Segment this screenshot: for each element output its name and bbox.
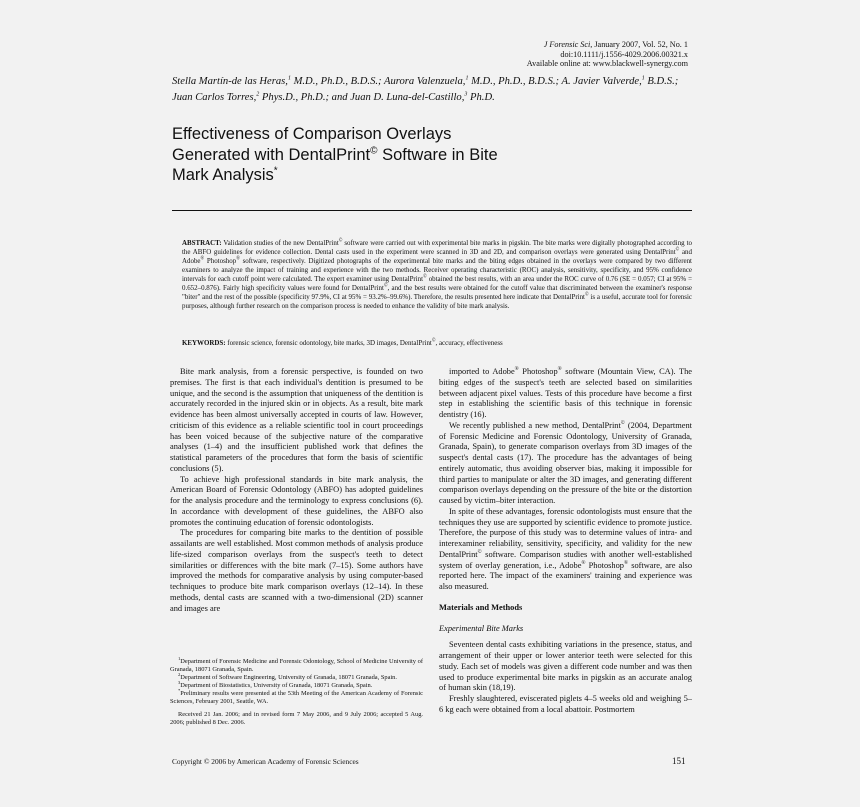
author-2-degrees: M.D., Ph.D., B.D.S.;	[468, 76, 562, 87]
abstract-text-1: Validation studies of the new DentalPrint	[221, 239, 339, 247]
text-span: (2004, Department of Forensic Medicine and Forensic Odontology, University of Granada, Granada, Spain), to generate comparison overlays from 3D images of the suspect's dental casts (17). The procedure has the advantages of being entirely automatic, thus avoiding observer bias, making it impossible for third parties to manipulate or alter the 3D images, and generating different comparison overlays depending on the pressure of the bite or the distortion caused by victim–biter interaction.	[439, 420, 693, 505]
abstract	[182, 239, 692, 311]
author-4: Juan Carlos Torres,	[172, 92, 257, 103]
paragraph	[439, 421, 692, 507]
footnote-text: Preliminary results were presented at the 53th Meeting of the American Academy of Forensic Sciences, February 2001, Seattle, WA.	[170, 690, 423, 706]
copyright-mark: ©	[423, 274, 427, 280]
footnote-mark: 2	[178, 672, 181, 678]
paragraph: To achieve high professional standards in bite mark analysis, the American Board of Forensic Odontology (ABFO) has adopted guidelines for the analysis procedure and the terminology to express conclusions (6). In accordance with development of these guidelines, the ABFO also promotes the continuing education of forensic odontologists.	[170, 474, 423, 527]
abstract-text-7: , and the best results were obtained for the cutoff value that discriminated between the examiner's response "biter" and the rest of the possible (specificity 97.9%, CI at 95% = 93.2%–99.6%). Therefore, the results presented here indicate that DentalPrint	[182, 283, 692, 301]
registered-mark: ®	[557, 366, 562, 373]
journal-doi[interactable]: doi:10.1111/j.1556-4029.2006.00321.x	[560, 49, 688, 59]
author-3-degrees: B.D.S.;	[644, 76, 679, 87]
title-footnote-mark: *	[273, 165, 278, 177]
paragraph: Seventeen dental casts exhibiting variations in the presence, status, and arrangement of their upper or lower anterior teeth were selected for this study. Each set of models was given a different code number and was then used to produce experimental bite marks in pigskin as an accurate analog of human skin (18,19).	[439, 640, 692, 693]
registered-mark: ®	[624, 559, 629, 566]
text-span: Photoshop	[518, 367, 558, 376]
footnote-text: Department of Biostatistics, University of Granada, 18071 Granada, Spain.	[180, 682, 373, 690]
author-5: Juan D. Luna-del-Castillo,	[350, 92, 465, 103]
text-span: Photoshop	[585, 560, 624, 570]
author-3-affiliation: 1	[641, 75, 645, 82]
paragraph: Freshly slaughtered, eviscerated piglets 4–5 weeks old and weighing 5–6 kg each were obtained from a local abattoir. Postmortem	[439, 694, 692, 714]
abstract-text-5: software, respectively. Digitized photographs of the experimental bite marks and the biting edges obtained in the overlays were compared by two different examiners to analyze the impact of training and experience with the two methods. Receiver operating characteristic (ROC) analysis, sensitivity, specificity, and 95% confidence intervals for each cutoff point were calculated. The expert examiner using DentalPrint	[182, 256, 692, 283]
text-span: imported to Adobe	[449, 367, 515, 376]
title-line-3: Mark Analysis	[172, 166, 274, 184]
abstract-text-4: Photoshop	[204, 256, 237, 265]
author-list	[172, 74, 692, 106]
abstract-text-8: is a useful, accurate tool for forensic purposes, although further research on the comparison process is needed to enhance the validity of bite mark analysis.	[182, 292, 692, 310]
keywords-text-2: , accuracy, effectiveness	[435, 339, 503, 347]
abstract-text-2: software were carried out with experimental bite marks in pigskin. The bite marks were digitally photographed according to the ABFO guidelines for evidence collection. Dental casts used in the experiment were scanned in 3D and 2D, and comparison overlays were generated using DentalPrint	[182, 239, 692, 256]
journal-online-link[interactable]: Available online at: www.blackwell-synergy.com	[526, 59, 688, 69]
journal-name: J Forensic Sci	[543, 40, 591, 49]
title-divider	[172, 210, 692, 211]
journal-issue: , January 2007, Vol. 52, No. 1	[590, 40, 688, 49]
footnote-text: Department of Software Engineering, University of Granada, 18071 Granada, Spain.	[180, 674, 397, 682]
footnotes	[170, 655, 423, 727]
journal-citation	[388, 40, 688, 50]
title-line-1: Effectiveness of Comparison Overlays	[172, 125, 452, 143]
text-span: We recently published a new method, DentalPrint	[449, 420, 621, 430]
copyright-mark: ©	[675, 247, 680, 253]
footnote-4	[170, 690, 423, 706]
journal-header	[388, 40, 688, 69]
copyright-mark: ©	[584, 292, 589, 298]
copyright-notice: Copyright © 2006 by American Academy of Forensic Sciences	[172, 757, 359, 766]
copyright-mark: ©	[477, 548, 482, 555]
author-1-degrees: M.D., Ph.D., B.D.S.;	[290, 76, 385, 87]
registered-mark: ®	[581, 559, 586, 566]
copyright-mark: ©	[383, 283, 388, 289]
author-4-affiliation: 2	[256, 91, 260, 98]
copyright-mark: ©	[431, 338, 436, 344]
footnote-text: Department of Forensic Medicine and Forensic Odontology, School of Medicine University of Granada, 18071 Granada, Spain.	[170, 658, 423, 674]
text-span: software, are also reported here. The impact of the examiners' training and experience was also measured.	[439, 560, 693, 591]
author-4-degrees: Phys.D., Ph.D.; and	[259, 92, 351, 103]
section-heading: Materials and Methods	[439, 602, 523, 612]
text-span: In spite of these advantages, forensic odontologists must ensure that the techniques they use are supported by scientific evidence to promote justice. Therefore, the purpose of this study was to determine values of intra- and interexaminer reliability, sensitivity, specificity, and validity for the new DentalPrint	[439, 506, 692, 559]
copyright-mark: ©	[620, 419, 625, 426]
body-column-left	[170, 367, 423, 614]
author-1: Stella Martín-de las Heras,	[172, 76, 288, 87]
registered-mark: ®	[236, 256, 240, 262]
abstract-label: ABSTRACT:	[182, 239, 222, 247]
footnote-1	[170, 655, 423, 674]
keywords-text-1: forensic science, forensic odontology, bite marks, 3D images, DentalPrint	[225, 339, 432, 347]
author-2: Aurora Valenzuela,	[384, 76, 466, 87]
paragraph: Bite mark analysis, from a forensic perspective, is founded on two premises. The first is that each individual's dentition is presumed to be unique, and the second is the assumption that uniqueness of the dentition is accurately recorded in the injured skin or in objects. As a result, bite mark evidence has been almost universally accepted in courts of law. However, criticism of this evidence as a reliable scientific tool in court proceedings has been voiced because of the subjective nature of the comparative analyses (1–4) and the insufficient published work that defines the statistical parameters of the procedures that form the basis of scientific conclusions (5).	[170, 367, 423, 473]
abstract-text-3: and Adobe	[182, 247, 692, 265]
received-dates: Received 21 Jan. 2006; and in revised form 7 May 2006, and 9 July 2006; accepted 5 Aug. 2006; published 8 Dec. 2006.	[170, 710, 423, 726]
author-5-affiliation: 3	[464, 91, 468, 98]
body-column-right	[439, 367, 692, 716]
text-span: software (Mountain View, CA). The biting edges of the suspect's teeth are selected based on similarities between adjacent pixel values. Tests of this procedure have become a first step in establishing the scientific basis of this technique in forensic dentistry (16).	[439, 367, 692, 419]
section-gap	[439, 614, 692, 624]
copyright-mark: ©	[370, 145, 378, 156]
section-gap	[439, 593, 692, 603]
title-line-2a: Generated with DentalPrint	[172, 145, 371, 164]
footnote-mark: 1	[178, 655, 181, 661]
copyright-mark: ©	[338, 238, 343, 244]
subsection-heading: Experimental Bite Marks	[439, 623, 524, 633]
title-line-2b: Software in Bite	[377, 145, 498, 164]
paragraph	[439, 367, 692, 421]
author-2-affiliation: 1	[465, 75, 469, 82]
registered-mark: ®	[514, 366, 519, 373]
text-span: software. Comparison studies with another well-established system of overlay generation, i.e., Adobe	[439, 549, 692, 570]
page-number: 151	[672, 756, 686, 766]
footnote-mark: *	[178, 688, 181, 694]
author-3: A. Javier Valverde,	[561, 76, 642, 87]
keywords-label: KEYWORDS:	[182, 339, 226, 347]
article-title	[172, 124, 572, 186]
keywords	[182, 339, 692, 348]
author-1-affiliation: 1	[287, 75, 291, 82]
paragraph: The procedures for comparing bite marks to the dentition of possible assailants are well established. Most common methods of analysis produce life-sized comparison overlays from the suspect's teeth to detect similarities or differences with the bite mark (7–15). Some authors have improved the methods for comparative analysis by using computer-based techniques to produce bite mark comparison overlays (12–14). In these methods, dental casts are scanned with a two-dimensional (2D) scanner and images are	[170, 528, 423, 613]
abstract-text-6: obtained the best results, with an area under the ROC curve of 0.76 (SE = 0.057; CI at 95% = 0.652–0.876). Fairly high specificity values were found for DentalPrint	[182, 274, 692, 292]
author-5-degrees: Ph.D.	[467, 92, 495, 103]
footnote-mark: 3	[178, 680, 181, 686]
paragraph	[439, 507, 692, 593]
registered-mark: ®	[200, 256, 205, 262]
